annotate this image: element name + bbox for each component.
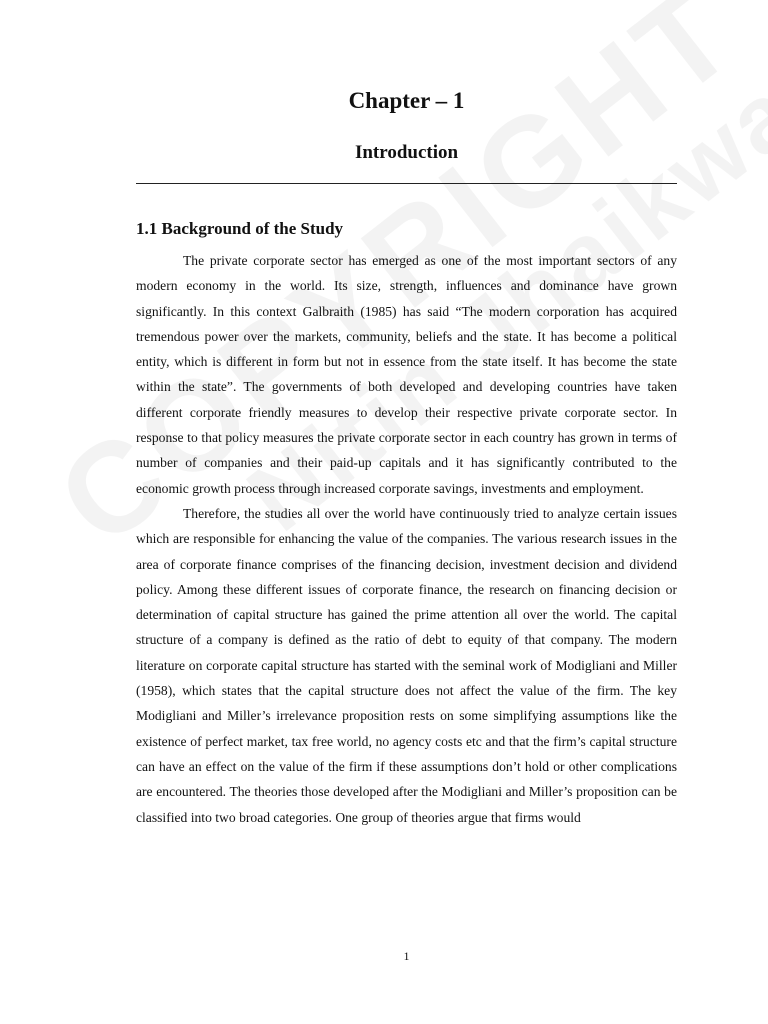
paragraph: Therefore, the studies all over the world have continuously tried to analyze certain issues which are responsible for enhancing the value of the companies. The various research issues in the area of corporate finance comprises of the financing decision, investment decision and dividend policy. Among these different issues of corporate finance, the research on financing decision or determination of capital structure has gained the prime attention all over the world. The capital structure of a company is defined as the ratio of debt to equity of that company. The modern literature on corporate capital structure has started with the seminal work of Modigliani and Miller (1958), which states that the capital structure does not affect the value of the firm. The key Modigliani and Miller’s irrelevance proposition rests on some simplifying assumptions like the existence of perfect market, tax free world, no agency costs etc and that the firm’s capital structure can have an effect on the value of the firm if these assumptions don’t hold or other complications are encountered. The theories those developed after the Modigliani and Miller’s proposition can be classified into two broad categories. One group of theories argue that firms would (136, 505, 677, 825)
body-text (136, 248, 677, 830)
chapter-title: Chapter – 1 (348, 88, 465, 113)
chapter-heading: Introduction (354, 142, 459, 163)
heading-divider (136, 183, 677, 184)
section-heading: 1.1 Background of the Study (136, 219, 344, 238)
page-number: 1 (403, 949, 410, 963)
paragraph: The private corporate sector has emerged as one of the most important sectors of any modern economy in the world. Its size, strength, influences and dominance have grown significantly. In this context Galbraith (1985) has said “The modern corporation has acquired tremendous power over the markets, community, beliefs and the state. It has become a political entity, which is different in form but not in essence from the state itself. It has become the state within the state”. The governments of both developed and developing countries have taken different corporate friendly measures to develop their respective private corporate sector. In response to that policy measures the private corporate sector in each country has grown in terms of number of companies and their paid-up capitals and it has significantly contributed to the economic growth process through increased corporate savings, investments and employment. (136, 253, 677, 496)
